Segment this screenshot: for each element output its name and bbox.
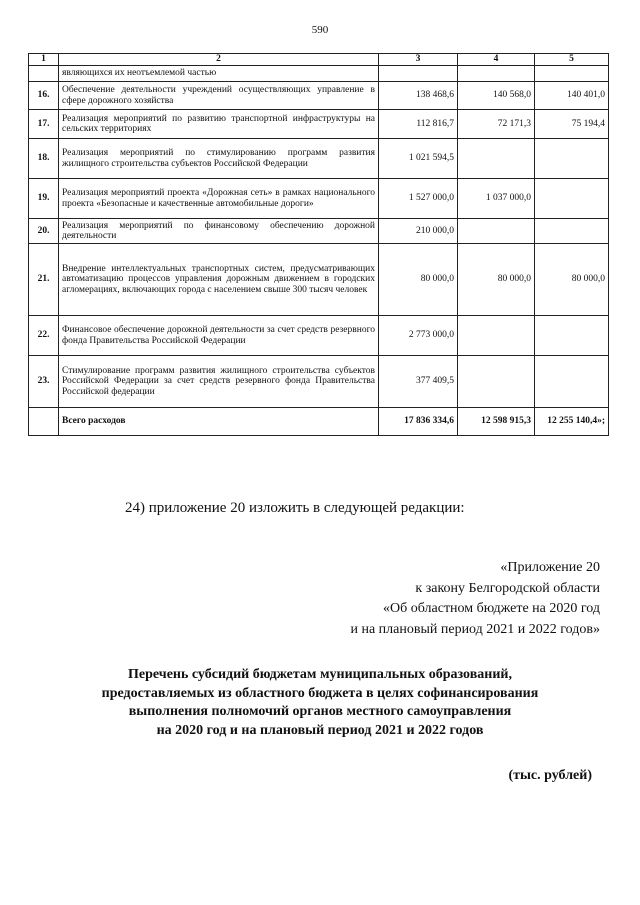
row-description: Реализация мероприятий по развитию транспортной инфраструктуры на сельских территориях xyxy=(59,110,379,139)
row-number: 21. xyxy=(29,244,59,316)
row-number: 16. xyxy=(29,82,59,110)
row-description: Обеспечение деятельности учреждений осуществляющих управление в сфере дорожного хозяйства xyxy=(59,82,379,110)
row-description: являющихся их неотъемлемой частью xyxy=(59,66,379,82)
value-2022 xyxy=(535,356,609,408)
value-2021: 80 000,0 xyxy=(458,244,535,316)
value-2022: 75 194,4 xyxy=(535,110,609,139)
row-description: Финансовое обеспечение дорожной деятельности за счет средств резервного фонда Правительства Российской Федерации xyxy=(59,316,379,356)
value-2021: 1 037 000,0 xyxy=(458,179,535,219)
title-line: выполнения полномочий органов местного самоуправления xyxy=(128,704,512,719)
row-number: 20. xyxy=(29,219,59,244)
value-2022: 80 000,0 xyxy=(535,244,609,316)
column-header: 3 xyxy=(379,54,458,66)
value-2021 xyxy=(458,356,535,408)
row-number: 18. xyxy=(29,139,59,179)
row-description: Реализация мероприятий по финансовому обеспечению дорожной деятельности xyxy=(59,219,379,244)
table-row xyxy=(29,82,609,110)
appendix-line: «Об областном бюджете на 2020 год xyxy=(383,601,600,616)
value-2022: 140 401,0 xyxy=(535,82,609,110)
table-row-continuation xyxy=(29,66,609,82)
value-2020: 1 527 000,0 xyxy=(379,179,458,219)
value-2022 xyxy=(535,219,609,244)
title-line: Перечень субсидий бюджетам муниципальных образований, xyxy=(128,667,512,682)
amendment-text: 24) приложение 20 изложить в следующей редакции: xyxy=(125,500,465,516)
row-description: Реализация мероприятий проекта «Дорожная сеть» в рамках национального проекта «Безопасные и качественные автомобильные дороги» xyxy=(59,179,379,219)
row-description: Стимулирование программ развития жилищного строительства субъектов Российской Федерации за счет средств резервного фонда Правительства Российской федерации xyxy=(59,356,379,408)
table-row xyxy=(29,244,609,316)
table-row xyxy=(29,316,609,356)
value-2022 xyxy=(535,316,609,356)
value-2020: 210 000,0 xyxy=(379,219,458,244)
total-number-cell xyxy=(29,408,59,436)
value-2022 xyxy=(535,179,609,219)
budget-table xyxy=(28,53,609,436)
column-header: 4 xyxy=(458,54,535,66)
table-row xyxy=(29,179,609,219)
appendix-line: к закону Белгородской области xyxy=(415,580,600,596)
title-line: на 2020 год и на плановый период 2021 и 2022 годов xyxy=(156,722,484,738)
total-row xyxy=(29,408,609,436)
total-2022: 12 255 140,4»; xyxy=(535,408,609,436)
document-title xyxy=(0,666,640,740)
table-row xyxy=(29,139,609,179)
value-2020: 80 000,0 xyxy=(379,244,458,316)
row-number: 23. xyxy=(29,356,59,408)
row-number: 19. xyxy=(29,179,59,219)
column-header: 1 xyxy=(29,54,59,66)
title-line: предоставляемых из областного бюджета в целях софинансирования xyxy=(101,685,539,701)
value-2020: 138 468,6 xyxy=(379,82,458,110)
row-number: 22. xyxy=(29,316,59,356)
appendix-header xyxy=(350,558,600,640)
column-header: 5 xyxy=(535,54,609,66)
value-2020: 2 773 000,0 xyxy=(379,316,458,356)
page-number: 590 xyxy=(311,24,329,36)
appendix-line: и на плановый период 2021 и 2022 годов» xyxy=(350,621,600,637)
total-label: Всего расходов xyxy=(59,408,379,436)
table-header-row xyxy=(29,54,609,66)
value-2021 xyxy=(458,219,535,244)
appendix-line: «Приложение 20 xyxy=(500,560,600,575)
table-row xyxy=(29,110,609,139)
total-2021: 12 598 915,3 xyxy=(458,408,535,436)
value-2022 xyxy=(535,139,609,179)
table-row xyxy=(29,219,609,244)
value-2020: 377 409,5 xyxy=(379,356,458,408)
value-2021 xyxy=(458,139,535,179)
value-2020: 112 816,7 xyxy=(379,110,458,139)
value-2020: 1 021 594,5 xyxy=(379,139,458,179)
column-header: 2 xyxy=(59,54,379,66)
row-description: Реализация мероприятий по стимулированию программ развития жилищного строительства субъектов Российской Федерации xyxy=(59,139,379,179)
row-description: Внедрение интеллектуальных транспортных систем, предусматривающих автоматизацию процессов управления дорожным движением в городских агломерациях, включающих города с населением свыше 300 тысяч человек xyxy=(59,244,379,316)
units-label: (тыс. рублей) xyxy=(508,768,592,783)
table-row xyxy=(29,356,609,408)
value-2021 xyxy=(458,316,535,356)
row-number: 17. xyxy=(29,110,59,139)
value-2021: 72 171,3 xyxy=(458,110,535,139)
value-2021: 140 568,0 xyxy=(458,82,535,110)
total-2020: 17 836 334,6 xyxy=(379,408,458,436)
